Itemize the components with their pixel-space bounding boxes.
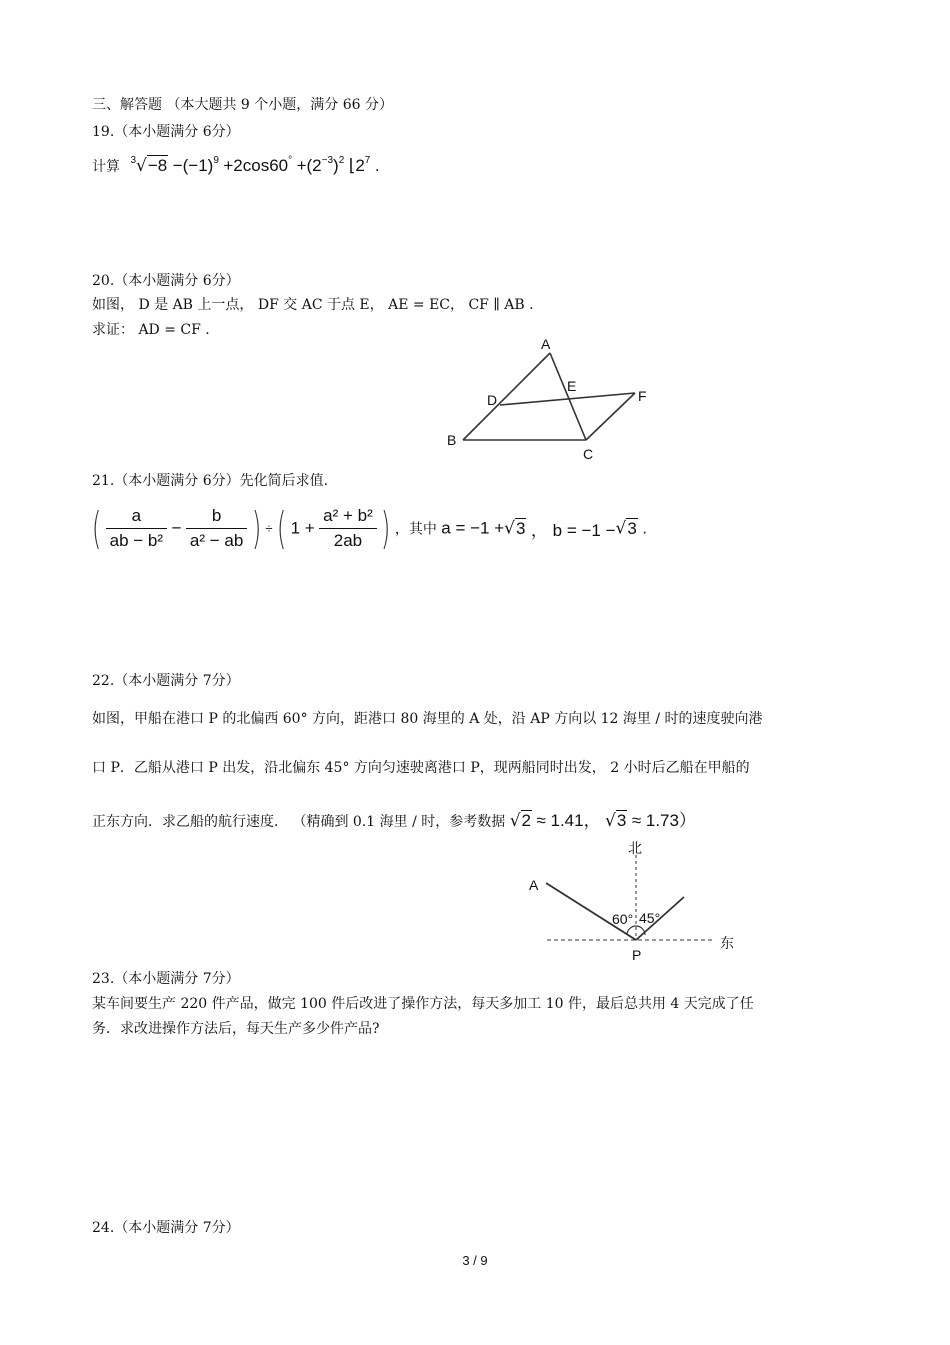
q22-root3: 3 xyxy=(616,811,627,830)
label-d: D xyxy=(487,392,498,408)
label-c: C xyxy=(583,446,594,462)
q22-line1: 如图，甲船在港口 P 的北偏西 60° 方向，距港口 80 海里的 A 处，沿 AP 方向以 12 海里 / 时的速度驶向港 xyxy=(92,711,763,727)
q19-term2-exp: 9 xyxy=(213,155,219,166)
q23-line2: 务．求改进操作方法后，每天生产多少件产品? xyxy=(92,1021,380,1037)
q19-term3: +2cos60 xyxy=(223,156,289,175)
q21-a-expr: a = −1 + xyxy=(441,518,505,538)
q22-line3-c: ≈ 1.73） xyxy=(631,811,696,830)
q22-line3 xyxy=(92,806,696,831)
left-paren-icon: ( xyxy=(276,503,287,554)
q21-expression xyxy=(92,503,647,554)
section-title: 三、解答题 （本大题共 9 个小题，满分 66 分） xyxy=(92,97,393,113)
q19-term4-exp2: 2 xyxy=(338,155,345,166)
q21-divide: ÷ xyxy=(265,521,273,536)
radical-sign-icon: √ xyxy=(615,518,627,539)
q19-cube-index: 3 xyxy=(130,155,137,166)
q19-term4-close: ) xyxy=(333,156,339,175)
radical-sign-icon: √ xyxy=(136,156,147,176)
page-number: 3 / 9 xyxy=(462,1253,488,1268)
q20-header: 20.（本小题满分 6分） xyxy=(92,273,240,289)
q21-minus: − xyxy=(171,518,182,538)
right-paren-icon: ) xyxy=(251,503,262,554)
q21-header: 21.（本小题满分 6分）先化简后求值. xyxy=(92,473,329,489)
q19-end: . xyxy=(374,156,380,175)
q20-diagram xyxy=(440,335,660,465)
q19-header: 19.（本小题满分 6分） xyxy=(92,124,240,140)
q19-expression xyxy=(92,155,380,176)
q21-b-rad: 3 xyxy=(627,519,637,538)
q21-frac3: $\frac{\text{a² + b²}}{2ab}$ xyxy=(319,506,377,551)
q21-one-plus: 1 + xyxy=(290,518,315,538)
q22-line2: 口 P．乙船从港口 P 出发，沿北偏东 45° 方向匀速驶离港口 P，现两船同时出发， 2 小时后乙船在甲船的 xyxy=(92,760,750,776)
q23-line1: 某车间要生产 220 件产品，做完 100 件后改进了操作方法，每天多加工 10 件，最后总共用 4 天完成了任 xyxy=(92,996,754,1012)
q21-frac1: $\frac{a}{\text{ab − b²}}$ xyxy=(106,506,167,551)
radical-sign-icon: √ xyxy=(509,811,521,831)
radical-sign-icon: √ xyxy=(504,518,515,539)
right-paren-icon: ) xyxy=(381,503,391,554)
label-angle-60: 60° xyxy=(612,911,634,927)
q19-term4-exp: −3 xyxy=(321,155,334,166)
q19-term5: ⌊2 xyxy=(348,156,365,175)
q22-line3-b: ≈ 1.41， xyxy=(536,811,601,830)
label-b: B xyxy=(447,432,457,448)
q19-prefix: 计算 xyxy=(92,159,120,175)
q20-line2: 求证： AD = CF . xyxy=(92,322,210,338)
q21-frac2: $\frac{b}{\text{a² − ab}}$ xyxy=(186,506,247,551)
q21-end: . xyxy=(642,518,648,538)
label-e: E xyxy=(567,378,577,394)
q23-header: 23.（本小题满分 7分） xyxy=(92,971,240,987)
q20-line1: 如图， D 是 AB 上一点， DF 交 AC 于点 E， AE = EC， CF ∥ AB . xyxy=(92,297,534,313)
label-north: 北 xyxy=(628,841,642,857)
radical-sign-icon: √ xyxy=(605,811,616,831)
q22-header: 22.（本小题满分 7分） xyxy=(92,673,240,689)
q21-where: ，其中 xyxy=(394,521,437,538)
label-east: 东 xyxy=(720,936,734,952)
q21-a-rad: 3 xyxy=(516,519,526,538)
q24-header: 24.（本小题满分 7分） xyxy=(92,1220,240,1236)
segment-cf xyxy=(586,393,635,440)
q19-term3-deg: ° xyxy=(288,155,293,166)
q22-diagram xyxy=(520,835,760,965)
q21-b-expr: ， b = −1 − xyxy=(530,521,616,540)
label-f: F xyxy=(638,388,647,404)
label-angle-45: 45° xyxy=(639,910,661,926)
segment-ac xyxy=(550,353,586,440)
label-p: P xyxy=(632,947,642,963)
q19-term2: −(−1) xyxy=(172,156,214,175)
label-a: A xyxy=(529,877,539,893)
label-a: A xyxy=(541,336,551,352)
q19-cube-radicand: −8 xyxy=(147,156,168,175)
q19-term4: +(2 xyxy=(296,156,322,175)
segment-ab xyxy=(463,353,550,440)
left-paren-icon: ( xyxy=(91,503,102,554)
q22-line3-a: 正东方向．求乙船的航行速度． （精确到 0.1 海里 / 时，参考数据 xyxy=(92,814,506,830)
q22-root2: 2 xyxy=(521,811,531,830)
q19-term5-exp: 7 xyxy=(364,155,371,166)
